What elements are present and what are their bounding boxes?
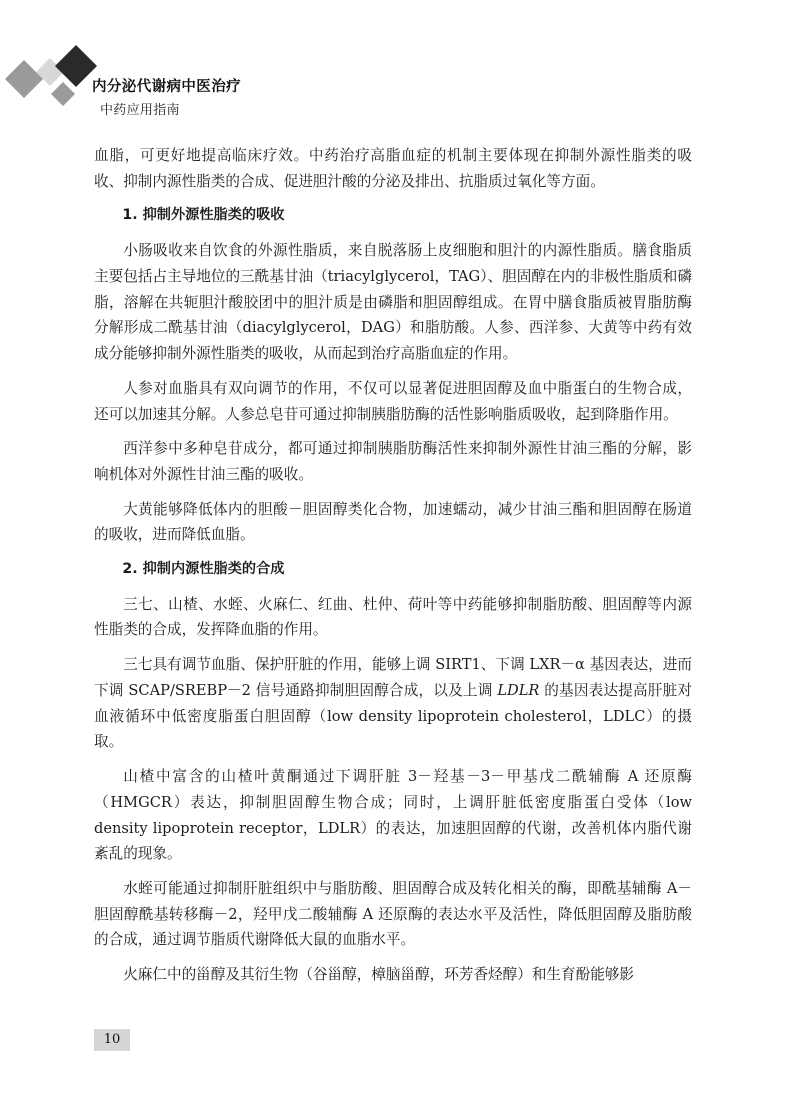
- page-body: [94, 143, 692, 997]
- body-paragraph: 人参对血脂具有双向调节的作用，不仅可以显著促进胆固醇及血中脂蛋白的生物合成，还可以加速其分解。人参总皂苷可通过抑制胰脂肪酶的活性影响脂质吸收，起到降脂作用。: [94, 379, 692, 423]
- book-subtitle: 中药应用指南: [100, 103, 180, 118]
- book-logo: [0, 0, 100, 120]
- body-paragraph: 大黄能够降低体内的胆酸－胆固醇类化合物，加速蠕动，减少甘油三酯和胆固醇在肠道的吸收，进而降低血脂。: [94, 500, 692, 544]
- logo-dark-diamond: [55, 45, 97, 87]
- body-paragraph: 西洋参中多种皂苷成分，都可通过抑制胰脂肪酶活性来抑制外源性甘油三酯的分解，影响机体对外源性甘油三酯的吸收。: [94, 440, 692, 483]
- section-heading: 1. 抑制外源性脂类的吸收: [122, 207, 285, 224]
- page-number: 10: [103, 1032, 121, 1047]
- section-heading: 2. 抑制内源性脂类的合成: [122, 560, 285, 577]
- body-paragraph: [94, 652, 692, 755]
- logo-gray-diamond: [5, 60, 43, 98]
- paragraph-text: 三七具有调节血脂、保护肝脏的作用，能够上调 SIRT1、下调 LXR－α 基因表达，进而下调 SCAP/SREBP－2 信号通路抑制胆固醇合成，以及上调: [94, 655, 692, 699]
- body-paragraph: 火麻仁中的甾醇及其衍生物（谷甾醇，樟脑甾醇，环芳香烃醇）和生育酚能够影: [123, 966, 634, 984]
- body-paragraph: 水蛭可能通过抑制肝脏组织中与脂肪酸、胆固醇合成及转化相关的酶，即酰基辅酶 A－胆固醇酰基转移酶－2，羟甲戊二酸辅酶 A 还原酶的表达水平及活性，降低胆固醇及脂肪酸的合成，通过调节脂质代谢降低大鼠的血脂水平。: [94, 879, 692, 949]
- running-header: [92, 77, 241, 120]
- body-paragraph: 小肠吸收来自饮食的外源性脂质，来自脱落肠上皮细胞和胆汁的内源性脂质。膳食脂质主要包括占主导地位的三酰基甘油（triacylglycerol，TAG）、胆固醇在内的非极性脂质和磷脂，溶解在共轭胆汁酸胶团中的胆汁质是由磷脂和胆固醇组成。在胃中膳食脂质被胃脂肪酶分解形成二酰基甘油（diacylglycerol，DAG）和脂肪酸。人参、西洋参、大黄等中药有效成分能够抑制外源性脂类的吸收，从而起到治疗高脂血症的作用。: [94, 241, 692, 363]
- gene-symbol: LDLR: [497, 681, 540, 699]
- paragraph-text: 的基因表达提高肝脏对血液循环中低密度脂蛋白胆固醇（low density lipoprotein cholesterol，LDLC）的摄取。: [94, 681, 693, 751]
- book-title: 内分泌代谢病中医治疗: [92, 79, 241, 95]
- body-paragraph: 三七、山楂、水蛭、火麻仁、红曲、杜仲、荷叶等中药能够抑制脂肪酸、胆固醇等内源性脂类的合成，发挥降血脂的作用。: [94, 595, 692, 639]
- logo-gray-diamond-small: [51, 82, 75, 106]
- continued-paragraph: 血脂，可更好地提高临床疗效。中药治疗高脂血症的机制主要体现在抑制外源性脂类的吸收、抑制内源性脂类的合成、促进胆汁酸的分泌及排出、抗脂质过氧化等方面。: [94, 147, 692, 190]
- body-paragraph: 山楂中富含的山楂叶黄酮通过下调肝脏 3－羟基－3－甲基戊二酰辅酶 A 还原酶（HMGCR）表达，抑制胆固醇生物合成；同时，上调肝脏低密度脂蛋白受体（low density lipoprotein receptor，LDLR）的表达，加速胆固醇的代谢，改善机体内脂代谢紊乱的现象。: [94, 767, 692, 863]
